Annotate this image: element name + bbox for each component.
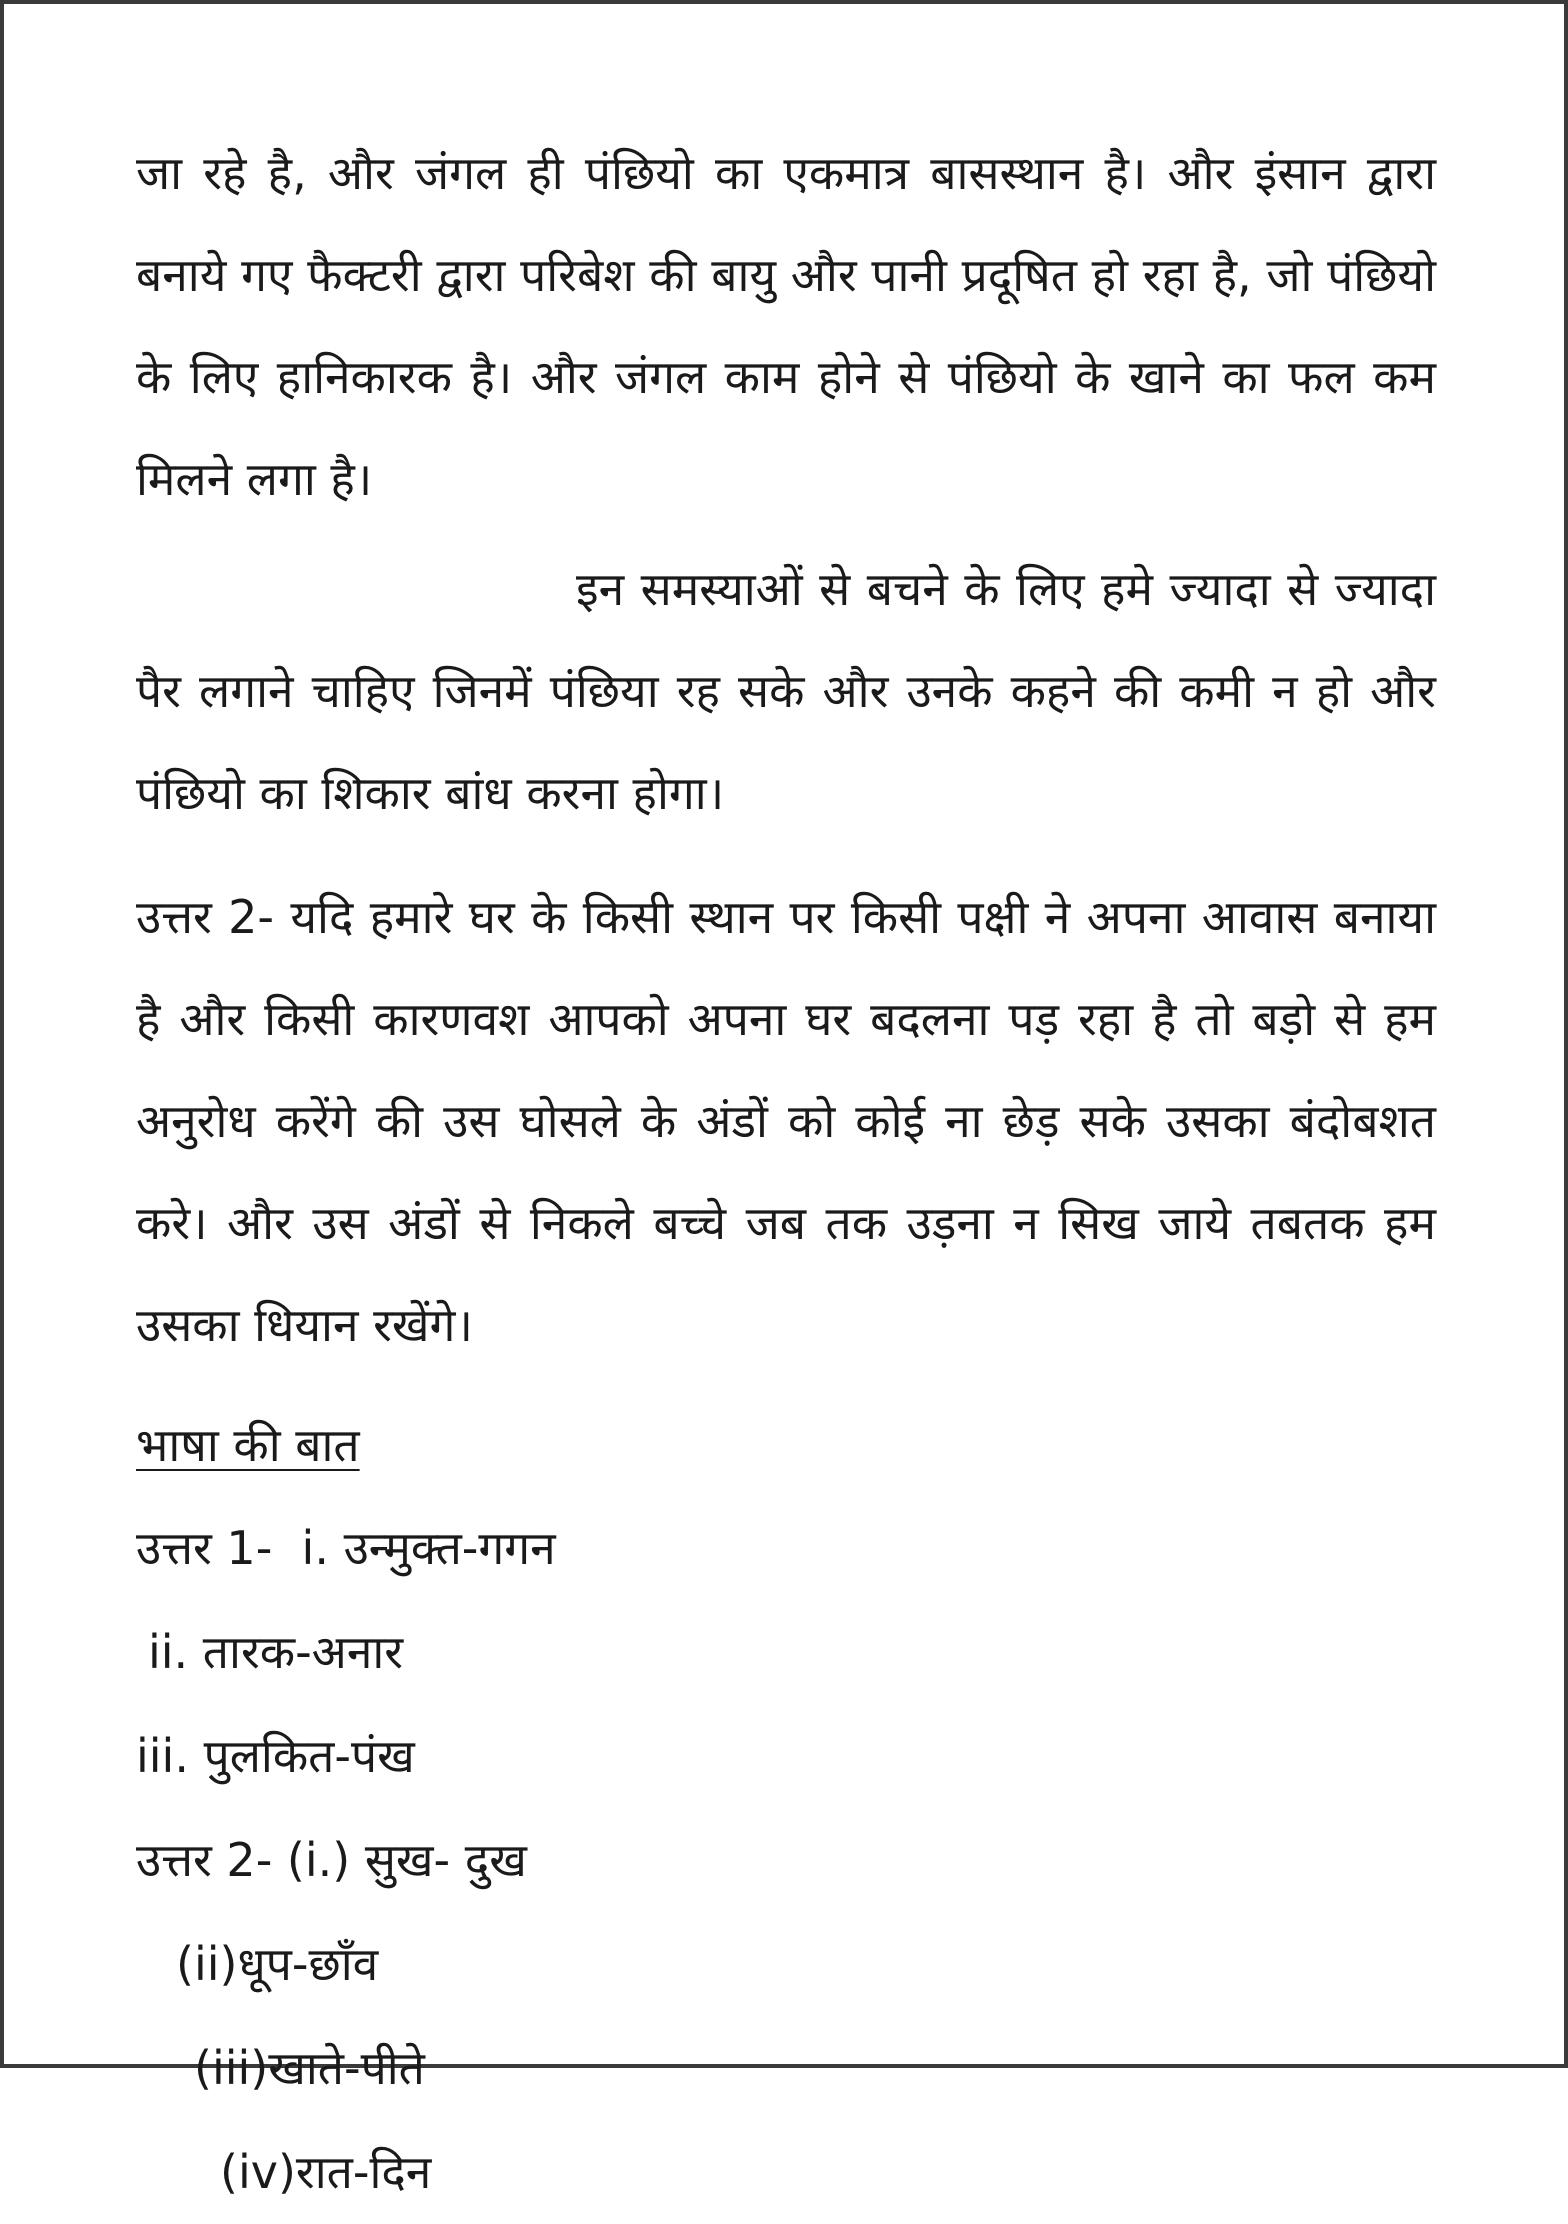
- answer2-line-4: (iv)रात-दिन: [220, 2145, 432, 2199]
- answer1-line-3: iii. पुलकित-पंख: [136, 1729, 415, 1783]
- paragraph-birds-habitat: जा रहे है, और जंगल ही पंछियो का एकमात्र बासस्थान है। और इंसान द्वारा बनाये गए फैक्टरी द्वारा परिबेश की बायु और पानी प्रदूषित हो रहा है, जो पंछियो के लिए हानिकारक है। और जंगल काम होने से पंछियो के खाने का फल कम मिलने लगा है।: [136, 146, 1436, 506]
- document-body: [136, 132, 1436, 2224]
- answer2-line-2: (ii)धूप-छाँव: [176, 1937, 379, 1991]
- paragraph-solutions: इन समस्याओं से बचने के लिए हमे ज्यादा से ज्यादा पैर लगाने चाहिए जिनमें पंछिया रह सके और उनके कहने की कमी न हो और पंछियो का शिकार बांध करना होगा।: [136, 562, 1436, 820]
- paragraph-answer-2: उत्तर 2- यदि हमारे घर के किसी स्थान पर किसी पक्षी ने अपना आवास बनाया है और किसी कारणवश आपको अपना घर बदलना पड़ रहा है तो बड़ो से हम अनुरोध करेंगे की उस घोसले के अंडों को कोई ना छेड़ सके उसका बंदोबशत करे। और उस अंडों से निकले बच्चे जब तक उड़ना न सिख जाये तबतक हम उसका धियान रखेंगे।: [136, 890, 1436, 1352]
- answer2-line-3: (iii)खाते-पीते: [194, 2041, 425, 2095]
- answer2-line-1: उत्तर 2- (i.) सुख- दुख: [136, 1833, 527, 1887]
- section-heading-bhasha-ki-baat: भाषा की बात: [136, 1418, 360, 1472]
- answer1-line-2: ii. तारक-अनार: [148, 1625, 404, 1679]
- answer1-line-1: उत्तर 1- i. उन्मुक्त-गगन: [136, 1521, 556, 1575]
